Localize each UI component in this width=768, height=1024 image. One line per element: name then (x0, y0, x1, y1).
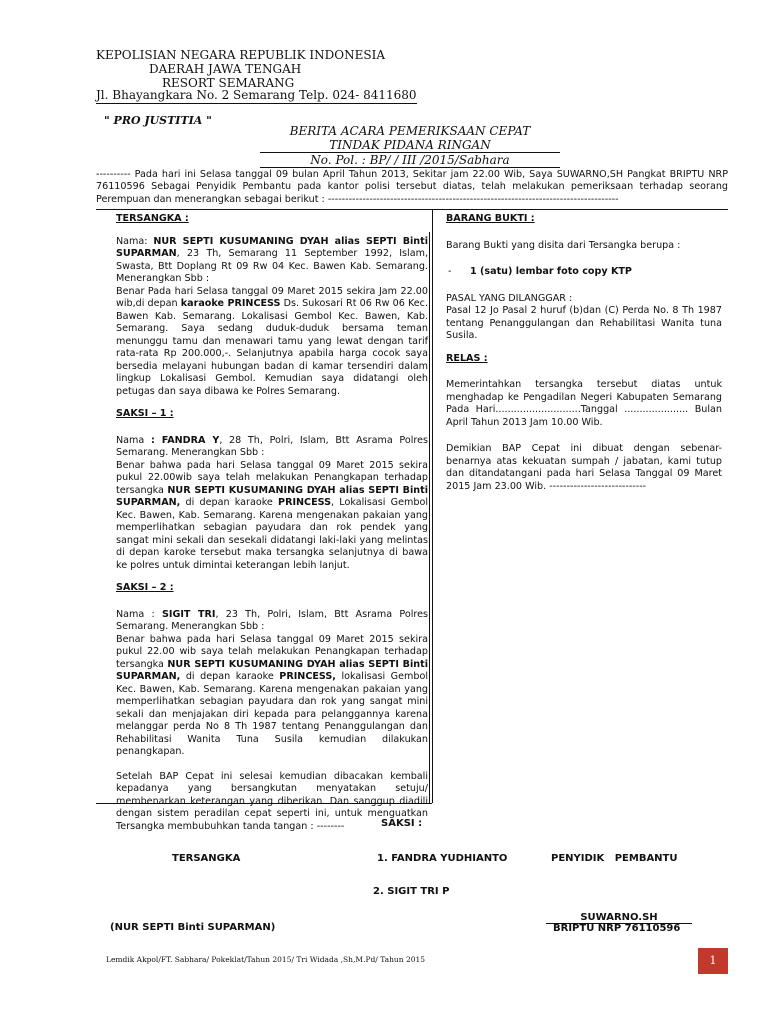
left-column (116, 213, 428, 832)
barang-bukti-item: - 1 (satu) lembar foto copy KTP (448, 266, 632, 277)
saksi2-statement: Nama : SIGIT TRI, 23 Th, Polri, Islam, Btt Asrama Polres Semarang. Menerangkan Sbb : Benar bahwa pada hari Selasa tanggal 09 Maret 2015 sekira pukul 22.00 wib saya telah melakukan Penangkapan terhadap tersangka NUR SEPTI KUSUMANING DYAH alias SEPTI Binti SUPARMAN, di depan karaoke PRINCESS, lokalisasi Gembol Kec. Bawen, Kab. Semarang. Karena mengenakan pakaian yang memperlihatkan sebagian payudara dan rok yang sangat mini sekali dan menjajakan diri kepada para pelanggannya karena melanggar perda No 8 Th 1987 tentang Penanggulangan dan Rehabilitasi Wanita Tuna Susila kemudian dilakukan penangkapan. (116, 608, 428, 757)
agency-address: Jl. Bhayangkara No. 2 Semarang Telp. 024- 8411680 (96, 88, 417, 102)
closing-statement: Setelah BAP Cepat ini selesai kemudian dibacakan kembali kepadanya yang bersangkutan menyatakan setuju/ membenarkan keterangan yang diberikan. Dan sanggup diadili dengan sistem peradilan cepat seperti ini, untuk menguatkan Tersangka membubuhkan tanda tangan : -------- (116, 770, 428, 832)
saksi-label: SAKSI : (381, 818, 423, 829)
relas-heading: RELAS : (446, 352, 488, 364)
suspect-name: (NUR SEPTI Binti SUPARMAN) (110, 922, 276, 933)
column-divider (432, 209, 433, 803)
intro-paragraph: ---------- Pada hari ini Selasa tanggal 09 bulan April Tahun 2013, Sekitar jam 22.00 Wib, Saya SUWARNO,SH Pangkat BRIPTU NRP 76110596 Sebagai Penyidik Pembantu pada kantor polisi tersebut diatas, telah melakukan pemeriksaan terhadap seorang Perempuan dan menerangkan sebagai berikut : ------------------------------------------------------------------------------------ (96, 169, 728, 205)
saksi2-signature: 2. SIGIT TRI P (373, 886, 450, 897)
table-top-border (96, 209, 728, 210)
tersangka-heading: TERSANGKA : (116, 213, 189, 224)
title-line-2: TINDAK PIDANA RINGAN (329, 138, 491, 152)
barang-bukti-intro: Barang Bukti yang disita dari Tersangka berupa : (446, 239, 681, 251)
officer-rank: BRIPTU NRP 76110596 (553, 923, 681, 934)
tersangka-label: TERSANGKA (172, 853, 241, 864)
tersangka-name: NUR SEPTI KUSUMANING DYAH alias SEPTI Binti SUPARMAN (116, 235, 428, 259)
title-line-3: No. Pol. : BP/ / III /2015/Sabhara (260, 152, 560, 168)
header-line-3: RESORT SEMARANG (162, 76, 295, 90)
saksi1-name: : FANDRA Y (150, 434, 220, 446)
pasal-text: Pasal 12 Jo Pasal 2 huruf (b)dan (C) Perda No. 8 Th 1987 tentang Penanggulangan dan Rehabilitasi Wanita tuna Susila. (446, 305, 722, 341)
agency-header (96, 48, 416, 90)
page-number: 1 (709, 954, 717, 967)
saksi1-statement: Nama : FANDRA Y, 28 Th, Polri, Islam, Btt Asrama Polres Semarang. Menerangkan Sbb : Benar bahwa pada hari Selasa tanggal 09 Maret 2015 sekira pukul 22.00wib saya telah melakukan Penangkapan terhadap tersangka NUR SEPTI KUSUMANING DYAH alias SEPTI Binti SUPARMAN, di depan karaoke PRINCESS, Lokalisasi Gembol Kec. Bawen, Kab. Semarang. Karena mengenakan pakaian yang memperlihatkan sebagian payudara dan rok pendek yang sangat mini sekali dan sesekali didatangi laki-laki yang melintas di depan karoke tersebut maka tersangka selanjutnya di bawa ke polres untuk dimintai keterangan lebih lanjut. (116, 434, 428, 571)
relas-text: Memerintahkan tersangka tersebut diatas untuk menghadap ke Pengadilan Negeri Kabupaten Semarang Pada Hari............................Tanggal ..................... Bulan April Tahun 2013 Jam 10.00 Wib. (446, 379, 722, 428)
officer-name: SUWARNO.SH (546, 912, 692, 924)
barang-bukti-heading: BARANG BUKTI : (446, 213, 535, 224)
pasal-heading: PASAL YANG DILANGGAR : (446, 292, 573, 304)
document-title (250, 124, 570, 168)
column-divider-shadow (429, 232, 430, 803)
saksi2-name: SIGIT TRI (161, 608, 216, 620)
title-line-1: BERITA ACARA PEMERIKSAAN CEPAT (289, 124, 531, 138)
tersangka-identity: Nama: NUR SEPTI KUSUMANING DYAH alias SEPTI Binti SUPARMAN, 23 Th, Semarang 11 September 1992, Islam, Swasta, Btt Doplang Rt 09 Rw 04 Kec. Bawen Kab. Semarang. Menerangkan Sbb : Benar Pada hari Selasa tanggal 09 Maret 2015 sekira Jam 22.00 wib,di depan karaoke PRINCESS Ds. Sukosari Rt 06 Rw 06 Kec. Bawen Kab. Semarang. Lokalisasi Gembol Kec. Bawen, Kab. Semarang. Saya sedang duduk-duduk bersama teman menunggu tamu dan menawari tamu yang lewat dengan tarif rata-rata Rp 200.000,-. Selanjutnya apabila harga cocok saya bersedia melayani hubungan badan di kamar tersendiri dalam lingkup Lokalisasi Gembol. Kemudian saya didatangi oleh petugas dan saya dibawa ke Polres Semarang. (116, 235, 428, 397)
pro-justitia: " PRO JUSTITIA " (104, 114, 212, 127)
header-line-1: KEPOLISIAN NEGARA REPUBLIK INDONESIA (96, 48, 385, 62)
header-line-2: DAERAH JAWA TENGAH (149, 62, 302, 76)
demikian-text: Demikian BAP Cepat ini dibuat dengan sebenar-benarnya atas kekuatan sumpah / jabatan, kami tutup dan ditandatangani pada hari Selasa Tanggal 09 Maret 2015 Jam 23.00 Wib. ---------------------------- (446, 443, 722, 492)
page-number-badge (698, 948, 728, 974)
saksi1-heading: SAKSI – 1 : (116, 408, 174, 419)
tersangka-place: karaoke PRINCESS (180, 298, 281, 309)
saksi1-signature: 1. FANDRA YUDHIANTO (377, 853, 508, 864)
penyidik-label: PENYIDIK PEMBANTU (551, 853, 678, 864)
right-column (446, 213, 722, 501)
footer-text: Lemdik Akpol/FT. Sabhara/ Pokeklat/Tahun 2015/ Tri Widada ,Sh,M.Pd/ Tahun 2015 (106, 955, 426, 964)
saksi2-heading: SAKSI – 2 : (116, 582, 174, 593)
